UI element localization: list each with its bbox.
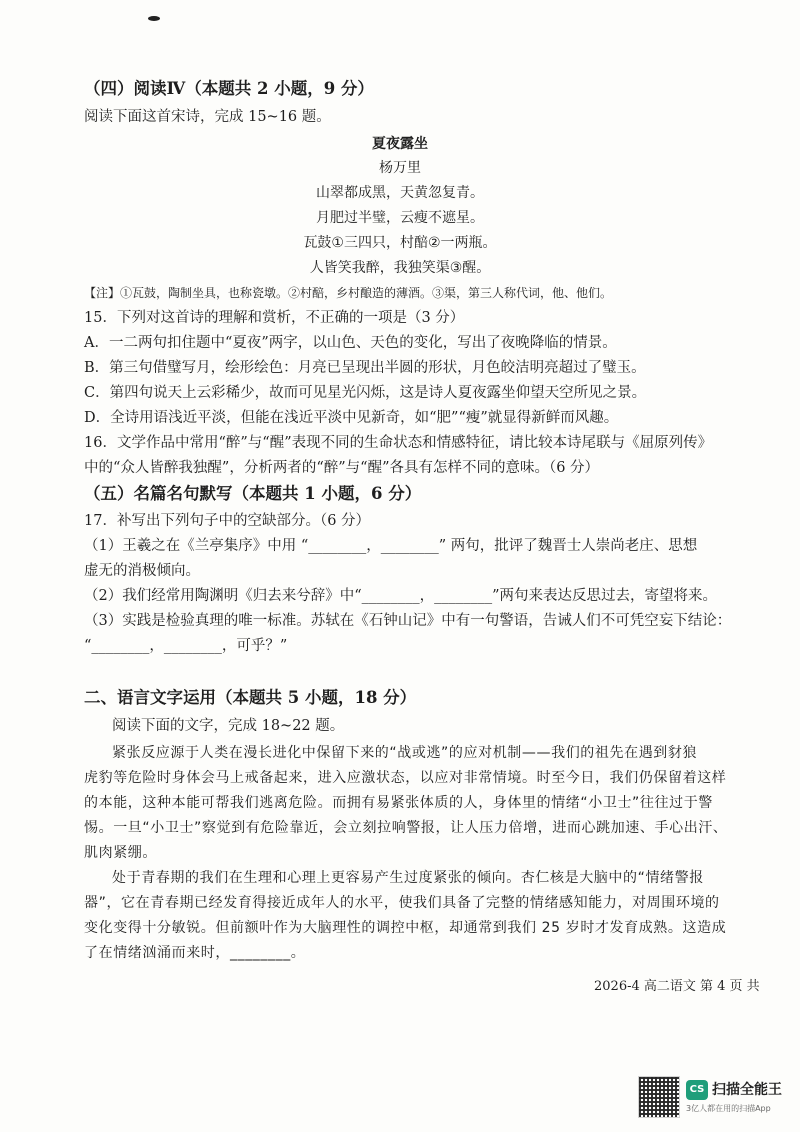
passage-line: 变化变得十分敏锐。但前额叶作为大脑理性的调控中枢，却通常到我们 25 岁时才发育成熟。这造成	[84, 920, 727, 936]
passage-line: 了在情绪汹涌而来时，________。	[84, 945, 306, 961]
poem-line: 山翠都成黑，天黄忽复青。	[316, 185, 484, 201]
page-footer: 2026-4 高二语文 第 4 页 共	[594, 979, 760, 994]
poem-line: 月肥过半璧，云瘦不遮星。	[316, 210, 484, 226]
q17-stem: 17．补写出下列句子中的空缺部分。（6 分）	[84, 513, 371, 529]
section5-heading: （五）名篇名句默写（本题共 1 小题，6 分）	[84, 484, 422, 503]
poem-author: 杨万里	[379, 160, 421, 176]
q15-stem: 15．下列对这首诗的理解和赏析，不正确的一项是（3 分）	[84, 310, 465, 326]
camscanner-logo-icon: CS	[686, 1080, 708, 1100]
q15-option: B．第三句借璧写月，绘形绘色：月亮已呈现出半圆的形状，月色皎洁明亮超过了璧玉。	[84, 360, 646, 376]
passage-line: 处于青春期的我们在生理和心理上更容易产生过度紧张的倾向。杏仁核是大脑中的“情绪警报	[112, 870, 704, 886]
passage-line: 肌肉紧绷。	[84, 845, 157, 861]
passage-line: 惕。一旦“小卫士”察觉到有危险靠近，会立刻拉响警报，让人压力倍增，进而心跳加速、手心出汗、	[84, 820, 728, 836]
q16-line: 中的“众人皆醉我独醒”，分析两者的“醉”与“醒”各具有怎样不同的意味。（6 分）	[84, 460, 600, 476]
passage-line: 紧张反应源于人类在漫长进化中保留下来的“战或逃”的应对机制——我们的祖先在遇到豺狼	[112, 745, 698, 761]
q17-item: “________，________，可乎？”	[84, 638, 288, 654]
q17-item: （1）王羲之在《兰亭集序》中用 “________，________” 两句，批评了魏晋士人崇尚老庄、思想	[84, 538, 698, 554]
scanner-app-name: 扫描全能王	[712, 1082, 782, 1098]
passage-line: 器”，它在青春期已经发育得接近成年人的水平，使我们具备了完整的情绪感知能力，对周围环境的	[84, 895, 720, 911]
ink-mark	[148, 16, 160, 21]
section4-intro: 阅读下面这首宋诗，完成 15~16 题。	[84, 109, 331, 125]
part2-heading: 二、语言文字运用（本题共 5 小题，18 分）	[84, 688, 417, 707]
q15-option: A．一二两句扣住题中“夏夜”两字，以山色、天色的变化，写出了夜晚降临的情景。	[84, 335, 617, 351]
passage-line: 的本能，这种本能可帮我们逃离危险。而拥有易紧张体质的人，身体里的情绪“小卫士”往往过于警	[84, 795, 713, 811]
q15-option: C．第四句说天上云彩稀少，故而可见星光闪烁，这是诗人夏夜露坐仰望天空所见之景。	[84, 385, 647, 401]
poem-line: 人皆笑我醉，我独笑渠③醒。	[309, 260, 491, 276]
passage-line: 虎豹等危险时身体会马上戒备起来，进入应激状态，以应对非常情境。时至今日，我们仍保留着这样	[84, 770, 727, 786]
poem-line: 瓦鼓①三四只，村醅②一两瓶。	[303, 235, 497, 251]
qr-code-icon	[638, 1076, 680, 1118]
q17-item: 虚无的消极倾向。	[84, 563, 200, 579]
scanner-tagline: 3亿人都在用的扫描App	[686, 1104, 771, 1113]
q16-line: 16．文学作品中常用“醉”与“醒”表现不同的生命状态和情感特征，请比较本诗尾联与《屈原列传》	[84, 435, 713, 451]
section4-heading: （四）阅读Ⅳ（本题共 2 小题，9 分）	[84, 79, 374, 98]
poem-title: 夏夜露坐	[372, 136, 428, 152]
q15-option: D．全诗用语浅近平淡，但能在浅近平淡中见新奇，如“肥”“瘦”就显得新鲜而风趣。	[84, 410, 619, 426]
q17-item: （3）实践是检验真理的唯一标准。苏轼在《石钟山记》中有一句警语，告诫人们不可凭空妄下结论：	[84, 613, 732, 629]
poem-note: 【注】①瓦鼓，陶制坐具，也称瓷墩。②村醅，乡村酿造的薄酒。③渠，第三人称代词，他、他们。	[84, 286, 613, 300]
q17-item: （2）我们经常用陶渊明《归去来兮辞》中“________，________”两句来表达反思过去，寄望将来。	[84, 588, 718, 604]
part2-intro: 阅读下面的文字，完成 18~22 题。	[112, 718, 345, 734]
